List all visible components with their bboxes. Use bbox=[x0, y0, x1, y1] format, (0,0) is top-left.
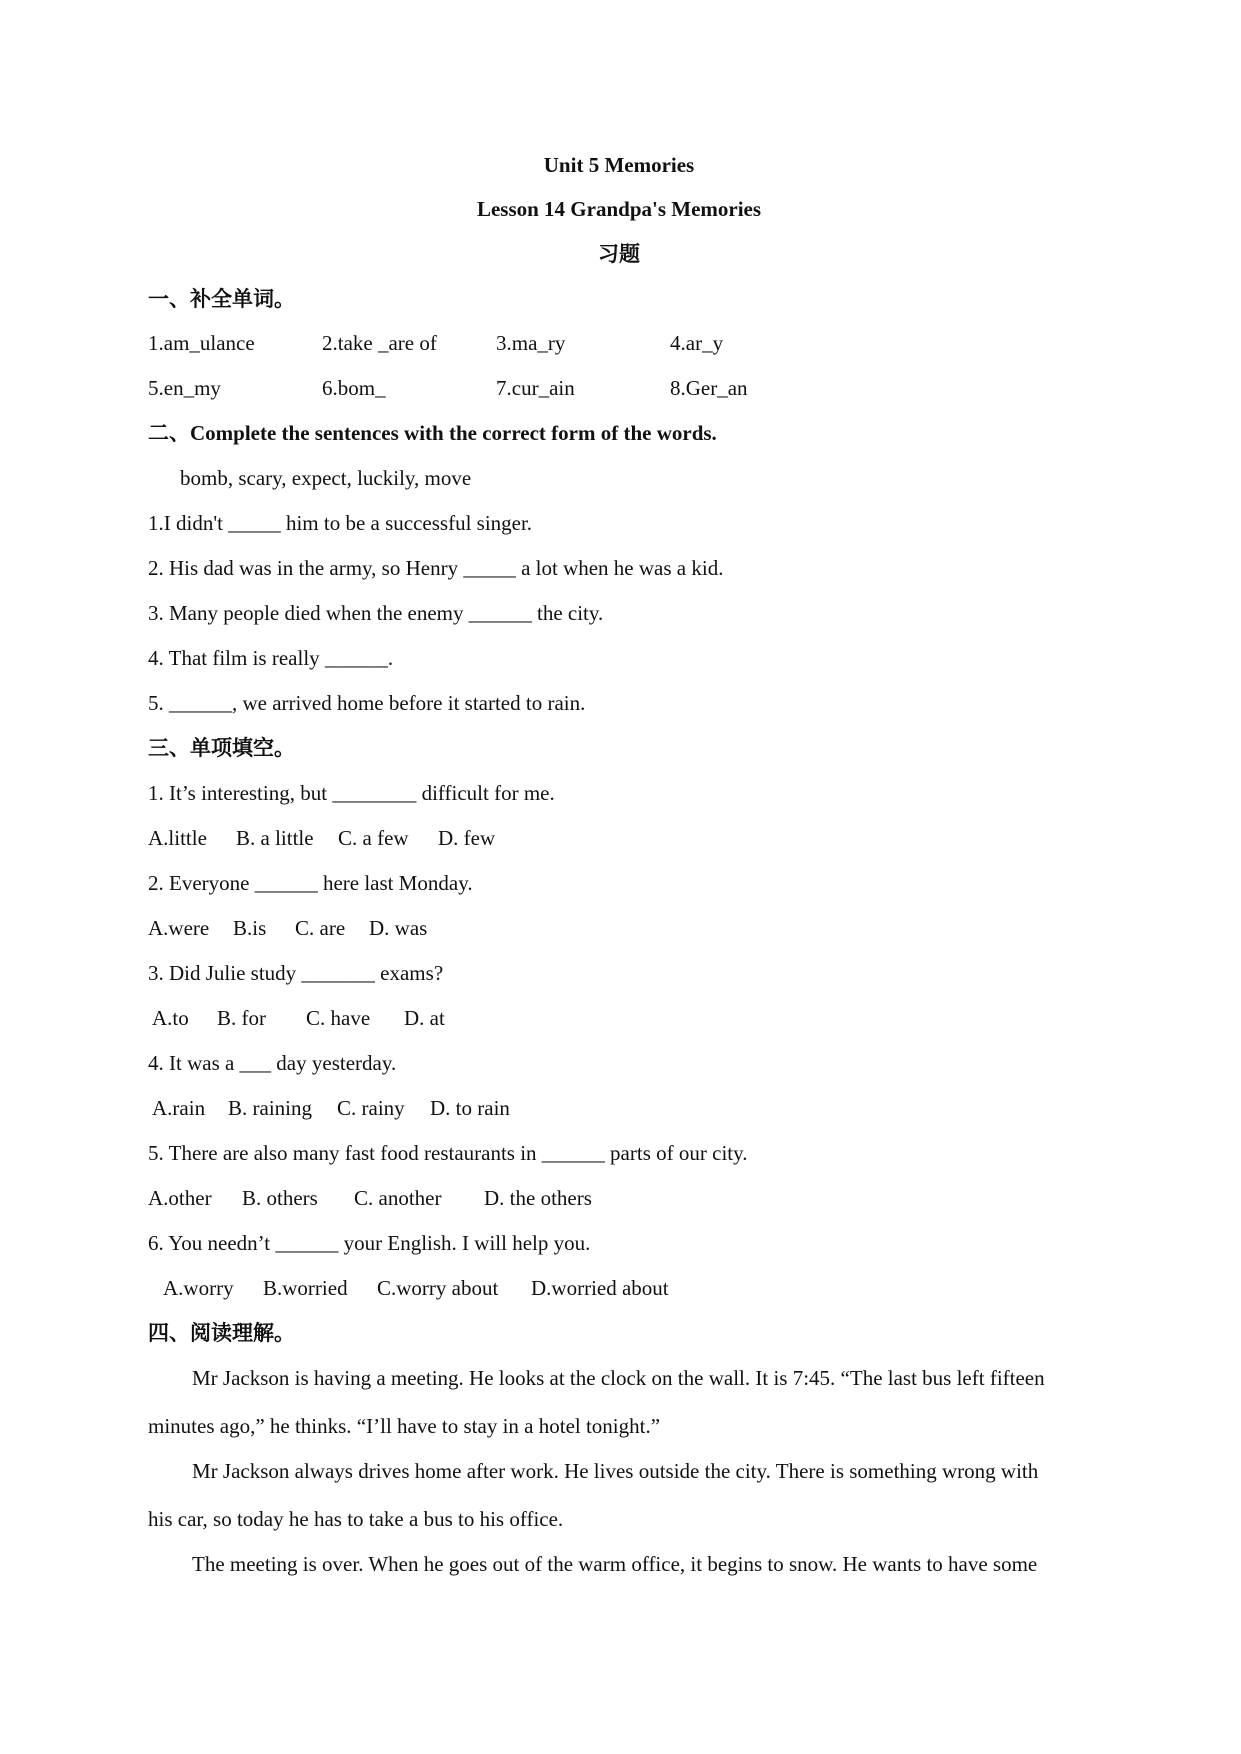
question-1: 1. It’s interesting, but ________ difficult for me. bbox=[148, 781, 555, 805]
question-4: 4. It was a ___ day yesterday. bbox=[148, 1051, 397, 1075]
option: A.little bbox=[148, 826, 207, 850]
reading-paragraph-2-line-1: Mr Jackson always drives home after work. He lives outside the city. There is something wrong with bbox=[192, 1459, 1039, 1483]
word-item: 6.bom_ bbox=[322, 376, 386, 400]
option: B.is bbox=[233, 916, 267, 940]
option: D.worried about bbox=[531, 1276, 669, 1300]
option: B. for bbox=[217, 1006, 266, 1030]
option: B. others bbox=[242, 1186, 318, 1210]
option: C. another bbox=[354, 1186, 442, 1210]
word-item: 3.ma_ry bbox=[496, 331, 566, 355]
word-item: 5.en_my bbox=[148, 376, 221, 400]
reading-paragraph-1-line-1: Mr Jackson is having a meeting. He looks at the clock on the wall. It is 7:45. “The last bus left fifteen bbox=[192, 1366, 1045, 1390]
sentence-item: 2. His dad was in the army, so Henry _____ a lot when he was a kid. bbox=[148, 556, 724, 580]
section1-row2 bbox=[148, 376, 844, 401]
option: A.other bbox=[148, 1186, 212, 1210]
lesson-title: Lesson 14 Grandpa's Memories bbox=[476, 197, 762, 221]
section1-row1 bbox=[148, 331, 844, 356]
question-2-options bbox=[148, 916, 427, 941]
option: D. was bbox=[369, 916, 428, 940]
question-3: 3. Did Julie study _______ exams? bbox=[148, 961, 444, 985]
option: D. to rain bbox=[430, 1096, 510, 1120]
sentence-item: 1.I didn't _____ him to be a successful singer. bbox=[148, 511, 533, 535]
option: B.worried bbox=[263, 1276, 348, 1300]
option: A.to bbox=[152, 1006, 189, 1030]
option: B. raining bbox=[228, 1096, 312, 1120]
reading-paragraph-2-line-2: his car, so today he has to take a bus to his office. bbox=[148, 1507, 564, 1531]
question-6-options bbox=[163, 1276, 669, 1301]
option: B. a little bbox=[236, 826, 314, 850]
section2-heading: 二、Complete the sentences with the correct form of the words. bbox=[148, 421, 717, 445]
question-3-options bbox=[152, 1006, 445, 1031]
unit-title: Unit 5 Memories bbox=[543, 153, 695, 177]
reading-paragraph-1-line-2: minutes ago,” he thinks. “I’ll have to stay in a hotel tonight.” bbox=[148, 1414, 661, 1438]
question-6: 6. You needn’t ______ your English. I will help you. bbox=[148, 1231, 591, 1255]
option: A.were bbox=[148, 916, 210, 940]
question-4-options bbox=[152, 1096, 510, 1121]
section4-heading: 四、阅读理解。 bbox=[148, 1321, 295, 1345]
option: D. few bbox=[438, 826, 496, 850]
option: C.worry about bbox=[377, 1276, 499, 1300]
reading-paragraph-3-line-1: The meeting is over. When he goes out of the warm office, it begins to snow. He wants to have some bbox=[192, 1552, 1038, 1576]
option: A.rain bbox=[152, 1096, 206, 1120]
word-item: 8.Ger_an bbox=[670, 376, 748, 400]
option: A.worry bbox=[163, 1276, 234, 1300]
sentence-item: 4. That film is really ______. bbox=[148, 646, 394, 670]
sentence-item: 3. Many people died when the enemy ______ the city. bbox=[148, 601, 604, 625]
word-bank: bomb, scary, expect, luckily, move bbox=[180, 466, 472, 490]
sentence-item: 5. ______, we arrived home before it started to rain. bbox=[148, 691, 586, 715]
question-1-options bbox=[148, 826, 495, 851]
word-item: 1.am_ulance bbox=[148, 331, 255, 355]
word-item: 7.cur_ain bbox=[496, 376, 575, 400]
option: C. have bbox=[306, 1006, 371, 1030]
section3-heading: 三、单项填空。 bbox=[148, 736, 295, 760]
option: D. the others bbox=[484, 1186, 592, 1210]
option: D. at bbox=[404, 1006, 445, 1030]
worksheet-subtitle: 习题 bbox=[598, 242, 640, 266]
word-item: 4.ar_y bbox=[670, 331, 724, 355]
question-5-options bbox=[148, 1186, 592, 1211]
option: C. a few bbox=[338, 826, 409, 850]
option: C. are bbox=[295, 916, 346, 940]
section1-heading: 一、补全单词。 bbox=[148, 287, 295, 311]
option: C. rainy bbox=[337, 1096, 405, 1120]
question-5: 5. There are also many fast food restaurants in ______ parts of our city. bbox=[148, 1141, 748, 1165]
question-2: 2. Everyone ______ here last Monday. bbox=[148, 871, 473, 895]
word-item: 2.take _are of bbox=[322, 331, 437, 355]
